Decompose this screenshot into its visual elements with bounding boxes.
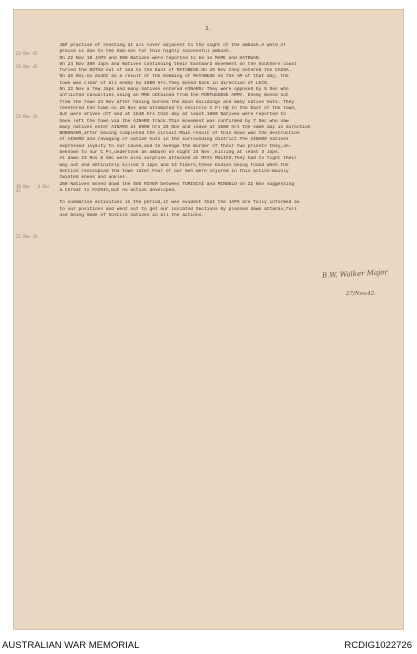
footer-record-id: RCDIG1022726 <box>344 640 412 651</box>
body-line: have left the town via the AINARO track.This movement was confirmed by 7 Sec who saw <box>54 118 289 124</box>
body-line: Section reoccupied the town later.Four of our men were injured in this action-mainly <box>54 168 289 174</box>
body-line: of AINARO and ravaging of native huts in the surrounding district.The AINARO natives <box>54 137 289 143</box>
body-line: On 24 Nov 300 Japs and Natives continuing their Eastward movement on the Southern coast <box>54 61 297 67</box>
body-line: 250 Natives moved down the SUE RIVER between TURISCAI and MINDELO on 22 Nov suggesting <box>54 181 295 187</box>
body-line: J&P practise of shooting at all cover adjacent to the sight of the ambush.A word of <box>54 43 286 48</box>
body-line: many natives enter AINARO at 0900 hrs 25 Nov and leave at 1600 hrs the same day in direction <box>54 124 311 130</box>
body-line: On 26 Nov.no doubt as a result of the bombing of MATABESE on the AM of that day, the <box>54 74 289 80</box>
typed-body <box>54 43 399 219</box>
body-line: On 22 Nov a few Japs and many natives entered AINARO/ They were opposed by 9 Sec who <box>54 87 289 93</box>
page-number: 2. <box>205 26 212 32</box>
margin-note: 22 Nov 42 <box>16 234 38 239</box>
body-line: expressed loyalty to our cause,and to avenge the murder of their two priests they,un- <box>54 143 292 149</box>
body-line: inflicted casualties using an MMG obtained from the PORTUGUESE ARMY. Enemy moved out <box>54 93 289 99</box>
signature: B.W. Walker Major <box>321 268 388 280</box>
body-line: town was clear of all enemy by 1500 hrs.They moved back in direction of LECO. <box>54 80 270 86</box>
body-line: but were driven off and at 1540 hrs that day at least 1000 Natives were reported to <box>54 112 286 118</box>
margin-note: 29 Nov - 4 Dec 42 <box>16 183 50 194</box>
body-line: On 22 Nov 10 JAPS and 500 Natives were reported to be in MAPE and HATBUAN. <box>54 55 262 61</box>
body-line: praise is due to the Sub-sec for this highly successful ambush. <box>54 49 232 55</box>
signature-date: 27/Nov.42. <box>346 291 376 297</box>
margin-note: 23 Nov 42 <box>16 114 38 120</box>
body-line: twisted knees and ankles. <box>54 175 128 181</box>
margin-note: 24 Nov 42 <box>16 63 38 69</box>
body-line: a threat to FAINIA,but no action developed. <box>54 187 177 193</box>
body-line: beknown to our C Pl,undertook an ambush on night 24 Nov ,killing at least 3 Japs. <box>54 150 281 156</box>
document-sheet <box>13 9 404 630</box>
margin-note: 23 Nov 42 <box>16 51 38 57</box>
body-line: forced the DUTCH out of and to the East of MATABESE.On 25 Nov they entered the CASSA. <box>54 68 292 74</box>
archive-footer <box>0 637 417 654</box>
body-line: At dawn 23 Nov 8 Sec were also surprise attacked at MATA MULICO.They had to fight their <box>54 156 297 162</box>
body-line: To summarise activities in the period,it was evident that the JAPS are fully informed as <box>54 200 300 206</box>
body-line: to our positions and went out to get our isolated Sections by planned dawn attacks,full <box>54 206 297 212</box>
body-line: BOBONARO,after having completed the circuit.Main result of this move was the destruction <box>54 131 300 137</box>
body-line: reentered the town on 25 Nov and attempted to encircle C Pl HQ to the East of the town, <box>54 105 297 111</box>
footer-institution: AUSTRALIAN WAR MEMORIAL <box>2 640 140 651</box>
body-line: use being made of hostile natives in all the actions. <box>54 213 205 219</box>
body-line: from the town 24 Nov after having burned the main buildings and many native huts. They <box>54 99 295 105</box>
body-line: way out and definitely killed 2 Japs and 13 Timors,these bodies being found when the <box>54 162 289 168</box>
